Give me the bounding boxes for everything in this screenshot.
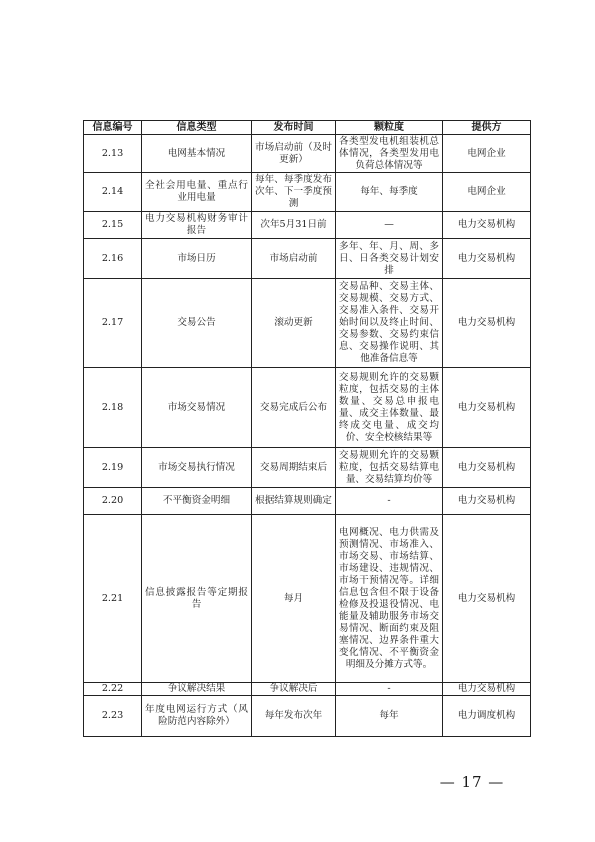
cell-provider: 电力交易机构 <box>443 212 531 239</box>
cell-granularity: - <box>336 488 443 515</box>
cell-granularity: — <box>336 212 443 239</box>
header-type: 信息类型 <box>142 121 252 135</box>
cell-time: 交易完成后公布 <box>252 368 336 448</box>
cell-id: 2.14 <box>84 173 142 212</box>
cell-provider: 电力调度机构 <box>443 696 531 737</box>
cell-time: 每年发布次年 <box>252 696 336 737</box>
cell-granularity: - <box>336 683 443 696</box>
header-time: 发布时间 <box>252 121 336 135</box>
table-row <box>84 683 531 696</box>
table-row <box>84 279 531 368</box>
cell-granularity: 每年、每季度 <box>336 173 443 212</box>
cell-granularity: 多年、年、月、周、多日、日各类交易计划安排 <box>336 239 443 279</box>
cell-granularity: 每年 <box>336 696 443 737</box>
table-row <box>84 239 531 279</box>
cell-time: 每月 <box>252 515 336 683</box>
table-row <box>84 368 531 448</box>
table-row <box>84 696 531 737</box>
cell-provider: 电网企业 <box>443 173 531 212</box>
cell-id: 2.13 <box>84 135 142 173</box>
cell-provider: 电力交易机构 <box>443 368 531 448</box>
table-row <box>84 448 531 488</box>
cell-time: 根据结算规则确定 <box>252 488 336 515</box>
cell-provider: 电力交易机构 <box>443 683 531 696</box>
cell-granularity: 交易规则允许的交易颗粒度，包括交易的主体数量、交易总申报电量、成交主体数量、最终成交电量、成交均价、安全校核结果等 <box>336 368 443 448</box>
table-row <box>84 212 531 239</box>
cell-type: 争议解决结果 <box>142 683 252 696</box>
table-row <box>84 488 531 515</box>
cell-provider: 电力交易机构 <box>443 488 531 515</box>
cell-time: 市场启动前 <box>252 239 336 279</box>
cell-time: 交易周期结束后 <box>252 448 336 488</box>
cell-type: 交易公告 <box>142 279 252 368</box>
cell-id: 2.19 <box>84 448 142 488</box>
cell-granularity: 各类型发电机组装机总体情况，各类型发用电负荷总体情况等 <box>336 135 443 173</box>
cell-time: 每年、每季度发布次年、下一季度预测 <box>252 173 336 212</box>
cell-id: 2.15 <box>84 212 142 239</box>
cell-type: 电力交易机构财务审计报告 <box>142 212 252 239</box>
cell-granularity: 交易品种、交易主体、交易规模、交易方式、交易准入条件、交易开始时间以及终止时间、交易参数、交易约束信息、交易操作说明、其他准备信息等 <box>336 279 443 368</box>
cell-type: 市场日历 <box>142 239 252 279</box>
cell-type: 年度电网运行方式（风险防范内容除外） <box>142 696 252 737</box>
cell-type: 市场交易情况 <box>142 368 252 448</box>
cell-provider: 电力交易机构 <box>443 448 531 488</box>
cell-provider: 电力交易机构 <box>443 279 531 368</box>
header-provider: 提供方 <box>443 121 531 135</box>
header-granularity: 颗粒度 <box>336 121 443 135</box>
cell-id: 2.20 <box>84 488 142 515</box>
table-header-row <box>84 121 531 135</box>
table-row <box>84 135 531 173</box>
cell-type: 市场交易执行情况 <box>142 448 252 488</box>
page-number: — 17 — <box>439 773 505 791</box>
cell-granularity: 电网概况、电力供需及预测情况、市场准入、市场交易、市场结算、市场建设、违规情况、市场干预情况等。详细信息包含但不限于设备检修及投退役情况、电能量及辅助服务市场交易情况、断面约束及阻塞情况、边界条件重大变化情况、不平衡资金明细及分摊方式等。 <box>336 515 443 683</box>
cell-type: 信息披露报告等定期报告 <box>142 515 252 683</box>
cell-time: 市场启动前（及时更新） <box>252 135 336 173</box>
header-id: 信息编号 <box>84 121 142 135</box>
cell-provider: 电力交易机构 <box>443 515 531 683</box>
cell-id: 2.16 <box>84 239 142 279</box>
cell-time: 次年5月31日前 <box>252 212 336 239</box>
cell-time: 滚动更新 <box>252 279 336 368</box>
cell-provider: 电网企业 <box>443 135 531 173</box>
cell-type: 不平衡资金明细 <box>142 488 252 515</box>
cell-id: 2.17 <box>84 279 142 368</box>
cell-id: 2.22 <box>84 683 142 696</box>
cell-time: 争议解决后 <box>252 683 336 696</box>
cell-granularity: 交易规则允许的交易颗粒度，包括交易结算电量、交易结算均价等 <box>336 448 443 488</box>
table-row <box>84 515 531 683</box>
cell-type: 全社会用电量、重点行业用电量 <box>142 173 252 212</box>
cell-id: 2.23 <box>84 696 142 737</box>
cell-provider: 电力交易机构 <box>443 239 531 279</box>
table-row <box>84 173 531 212</box>
cell-id: 2.21 <box>84 515 142 683</box>
cell-id: 2.18 <box>84 368 142 448</box>
cell-type: 电网基本情况 <box>142 135 252 173</box>
info-disclosure-table <box>83 120 531 737</box>
